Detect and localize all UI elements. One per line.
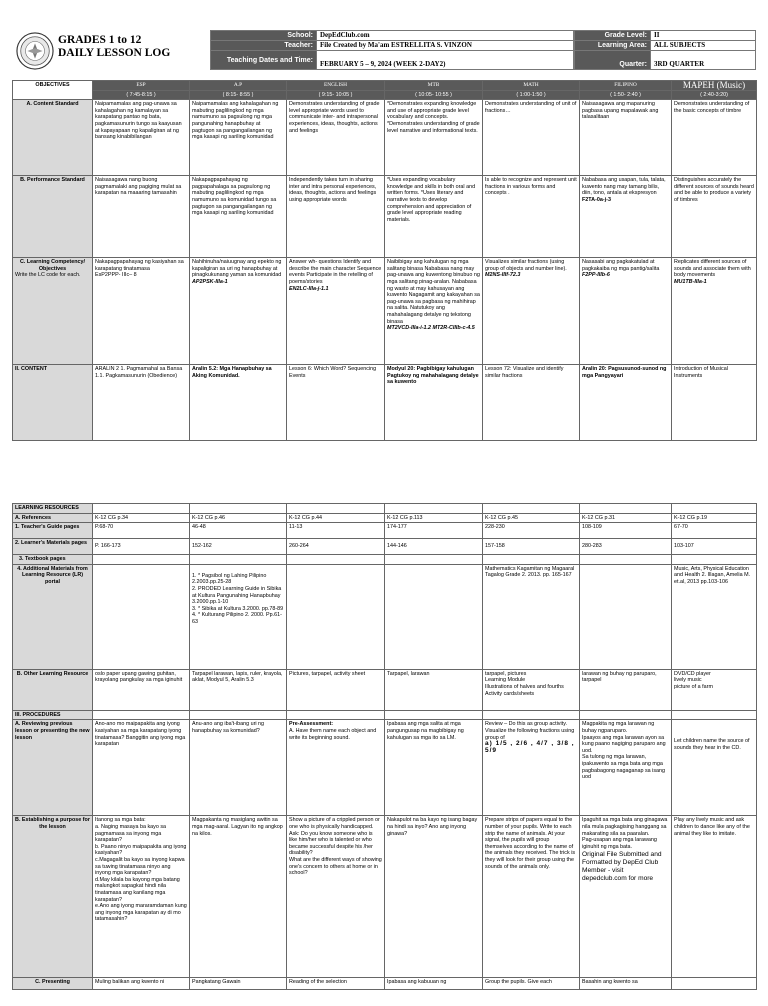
row-establishing (13, 816, 757, 978)
row-label: B. Performance Standard (13, 176, 93, 258)
time-ap: ( 8:15- 8:55 ) (190, 90, 287, 100)
cell: Tarpapel larawan, lapis, ruler, krayola, aklat, Modyul 5, Aralin 5.3 (190, 669, 287, 710)
row-label: A. References (13, 513, 93, 523)
row-label: II. CONTENT (13, 365, 93, 441)
cell: Demonstrates understanding of unit of fractions… (483, 100, 580, 176)
cell: Naisasagawa nang buong pagmamalaki ang pagiging mulat sa karapatan na maaaring tamasahin (93, 176, 190, 258)
time-english: ( 9:15- 10:05 ) (287, 90, 385, 100)
cell: oslo paper upang gawing guhitan, krayolang pangkulay sa mga iginuhit (93, 669, 190, 710)
cell: 280-283 (580, 539, 672, 555)
cell: Reading of the selection (287, 978, 385, 990)
cell: K-12 CG p.113 (385, 513, 483, 523)
cell: Pangkatang Gawain (190, 978, 287, 990)
cell: Nababasa ang usapan, tula, talata, kuwento nang may tamang bilis, diin, tono, antala at ekspresyon F2TA-0a-j-3 (580, 176, 672, 258)
cell: Magpakanta ng masiglang awitin sa mga mag-aaral. Lagyan ito ng angkop na kilos. (190, 816, 287, 978)
objectives-label: OBJECTIVES (13, 81, 93, 100)
lc-code: M2NS-IIIf-72.3 (485, 272, 521, 279)
subject-filipino: FILIPINO (580, 81, 672, 91)
cell: tarpapel, pictures Learning Module Illustrations of halves and fourths Activity cards/sheets (483, 669, 580, 710)
cell (672, 978, 757, 990)
row-label: B. Establishing a purpose for the lesson (13, 816, 93, 978)
cell: Basahin ang kwento sa (580, 978, 672, 990)
cell: 46-48 (190, 523, 287, 539)
school-value: DepEdClub.com (317, 31, 574, 41)
promo-note: Original File Submitted and Formatted by DepEd Club Member - visit depedclub.com for more (582, 851, 662, 883)
subject-mtb: MTB (385, 81, 483, 91)
cell: Nakapulot na ba kayo ng isang bagay na hindi sa inyo? Ano ang inyong ginawa? (385, 816, 483, 978)
cell: 1. * Pagsibol ng Lahing Pilipino 2.2003.pp.25-28 2. PRODED Learning Guide in Sibika at Kultura Pangunahing Hanapbuhay 3.2000.pp.1-10 3. * Sibika at Kultura 3.2000. pp.78-89 4. * Kulturang Pilipino 2. 2000. Pp.61-63 (190, 564, 287, 669)
cell: Tarpapel, larawan (385, 669, 483, 710)
row-textbook (13, 555, 757, 565)
cell: larawan ng buhay ng paruparo, tarpapel (580, 669, 672, 710)
row-content (13, 365, 757, 441)
cell: Answer wh- questions Identify and describe the main character Sequence events Participate in the retelling of poems/stories EN2LC-IIIa-j-1.1 (287, 258, 385, 365)
cell: Naisasagawa ang mapanuring pagbasa upang mapalawak ang talasalitaan (580, 100, 672, 176)
teacher-value: File Created by Ma'am ESTRELLITA S. VINZON (317, 41, 574, 51)
cell: Prepare strips of papers equal to the number of your pupils. Write to each strip the name of animals. At your signal, the pupils will group themselves according to the name of the animals they received. The trick is they will look for their group using the sounds of the animals only. (483, 816, 580, 978)
time-esp: ( 7:45-8:15 ) (93, 90, 190, 100)
cell: Nahihinuha/naiuugnay ang epekto ng kapaligiran sa uri ng hanapbuhay at pinagkukunang yaman sa komunidad AP2PSK-IIIa-1 (190, 258, 287, 365)
document-title: GRADES 1 to 12 DAILY LESSON LOG (58, 34, 171, 59)
row-label: 3. Textbook pages (13, 555, 93, 565)
row-label: 1. Teacher's Guide pages (13, 523, 93, 539)
time-mtb: ( 10:05- 10:55 ) (385, 90, 483, 100)
time-mapeh: ( 2:40-3:20) (672, 90, 757, 100)
cell: Magpakita ng mga larawan ng buhay ngparuparo. Ipaayos ang mga larawan ayon sa kung paano nagiging paruparo ang uod. Sa tulong ng mga larawan, ipakuwento sa mga bata ang mga pagbabagong nagaganap sa isang uod (580, 720, 672, 816)
lc-code: F2TA-0a-j-3 (582, 196, 611, 203)
cell: Ano-ano mo maipapakita ang iyong kasiyahan sa mga karapatang iyong tinatamasa? Banggitin ang iyong mga karapatan (93, 720, 190, 816)
cell: Aralin 20: Pagsusunod-sunod ng mga Pangyayari (580, 365, 672, 441)
subject-mapeh: MAPEH (Music) (672, 81, 757, 91)
cell: Independently takes turn in sharing inter and intra personal experiences, ideas, thoughts, actions and feelings using appropriate words (287, 176, 385, 258)
cell: Demonstrates understanding of the basic concepts of timbre (672, 100, 757, 176)
row-performance-standard (13, 176, 757, 258)
row-label: 2. Learner's Materials pages (13, 539, 93, 555)
row-additional-materials (13, 564, 757, 669)
cell (287, 564, 385, 669)
header-info-right: Grade Level: II Learning Area: ALL SUBJECTS Quarter: 3RD QUARTER (574, 30, 756, 70)
row-label: A. Content Standard (13, 100, 93, 176)
time-filipino: ( 1:50- 2:40 ) (580, 90, 672, 100)
deped-seal-icon (16, 32, 54, 70)
cell: 228-230 (483, 523, 580, 539)
row-label: C. Presenting (13, 978, 93, 990)
cell: Let children name the source of sounds they hear in the CD. (672, 720, 757, 816)
cell: 152-162 (190, 539, 287, 555)
subject-ap: A.P (190, 81, 287, 91)
cell (93, 564, 190, 669)
cell: Pre-Assessment: A. Have them name each object and write its beginning sound. (287, 720, 385, 816)
cell: Distinguishes accurately the different sources of sounds heard and be able to produce a variety of timbres (672, 176, 757, 258)
fractions-list: a) 1/5 , 2/6 , 4/7 , 3/8 , 5/9 (485, 740, 575, 754)
cell: K-12 CG p.44 (287, 513, 385, 523)
lc-code: F2PP-IIIb-6 (582, 272, 610, 279)
cell: Modyul 20: Pagbibigay kahulugan Pagtukoy ng mahahalagang detalye sa kuwento (385, 365, 483, 441)
cell: Naipamamalas ang kahalagahan ng mabuting paglilingkod ng mga namumuno sa pagsulong ng mga pangunahing hanapbuhay at pagtugon sa pangangailangan ng mga kasapi ng sariling komunidad (190, 100, 287, 176)
row-teachers-guide (13, 523, 757, 539)
cell: Introduction of Musical Instruments (672, 365, 757, 441)
resources-procedures-table (12, 503, 757, 990)
cell: Replicates different sources of sounds and associate them with body movements MU1TB-IIIa-1 (672, 258, 757, 365)
cell: Play any lively music and ask children to dance like any of the animal they like to imitate. (672, 816, 757, 978)
lc-code: EsP2PPP- IIIc– 8 (95, 272, 137, 279)
cell: Muling balikan ang kwento ni (93, 978, 190, 990)
cell: P. 166-173 (93, 539, 190, 555)
row-reviewing (13, 720, 757, 816)
row-other-resources (13, 669, 757, 710)
subject-esp: ESP (93, 81, 190, 91)
cell: P.68-70 (93, 523, 190, 539)
cell: Itanong sa mga bata: a. Naging masaya ba kayo sa pagmamasa sa inyong mga karapatan? b. Paano ninyo maipapakita ang iyong kasiyahan? c.Magagalit ba kayo sa inyong kapwa sa tuwing tinatamasa ninyo ang inyong mga karapatan? d.May kilala ba kayong mga batang malungkot sapagkat hindi nila tinatamasa ang kanilang mga karapatan? e.Ano ang iyong mararamdaman kung ang inyong mga karapatan ay di mo tatamasahin? (93, 816, 190, 978)
cell: Review – Do this as group activity. Visualize the following fractions using group of a) 1/5 , 2/6 , 4/7 , 3/8 , 5/9 (483, 720, 580, 816)
cell: Naibibigay ang kahulugan ng mga salitang binasa Nababasa nang may pag-unawa ang kuwentong binubuo ng mga salitang pinag-aralan. Nababasa ng wasto at may kahusayan ang kuwento Nagagamit ang kakayahan sa pag-unawa sa pagbasa ng mahihirap na salita. Natutukoy ang mahahalagang detalye ng tekstong binasa MT2VCD-IIIa-i-1.2 MT2R-CIIIb-c-4.5 (385, 258, 483, 365)
grade-value: II (651, 31, 756, 41)
header-info-left: School: DepEdClub.com Teacher: File Created by Ma'am ESTRELLITA S. VINZON Teaching Dates and Time: FEBRUARY 5 – 9, 2024 (WEEK 2-DAY2) (210, 30, 574, 70)
time-math: ( 1:00-1:50 ) (483, 90, 580, 100)
cell: K-12 CG p.34 (93, 513, 190, 523)
cell: Music, Arts, Physical Education and Health 2. Illagan, Amelia M. et.al, 2013 pp.103-106 (672, 564, 757, 669)
cell: K-12 CG p.31 (580, 513, 672, 523)
row-label: C. Learning Competency/ Objectives Write the LC code for each. (13, 258, 93, 365)
row-competency (13, 258, 757, 365)
dates-value: FEBRUARY 5 – 9, 2024 (WEEK 2-DAY2) (317, 51, 574, 70)
row-label: B. Other Learning Resource (13, 669, 93, 710)
cell: 157-158 (483, 539, 580, 555)
cell: Aralin 5.2: Mga Hanapbuhay sa Aking Komunidad. (190, 365, 287, 441)
section-label: III. PROCEDURES (13, 710, 93, 720)
lc-code: MT2VCD-IIIa-i-1.2 MT2R-CIIIb-c-4.5 (387, 325, 475, 332)
row-references (13, 513, 757, 523)
row-content-standard (13, 100, 757, 176)
row-presenting (13, 978, 757, 990)
cell: Is able to recognize and represent unit fractions in various forms and concepts . (483, 176, 580, 258)
area-value: ALL SUBJECTS (651, 41, 756, 51)
cell: Lesson 72: Visualize and identify similar fractions (483, 365, 580, 441)
lc-code: EN2LC-IIIa-j-1.1 (289, 285, 329, 292)
cell: Pictures, tarpapel, activity sheet (287, 669, 385, 710)
cell: Demonstrates understanding of grade level appropriate words used to communicate inter- and intrapersonal experiences, ideas, thoughts, actions and feelings (287, 100, 385, 176)
objectives-table (12, 80, 757, 441)
cell: DVD/CD player lively music picture of a farm (672, 669, 757, 710)
cell: K-12 CG p.45 (483, 513, 580, 523)
cell: Ipabasa ang mga salita at mga pangungusap na magbibigay ng kahulugan sa mga ito sa LM. (385, 720, 483, 816)
cell: Mathematics Kagamitan ng Magaaral Tagalog Grade 2. 2013. pp. 165-167 (483, 564, 580, 669)
row-label: 4. Additional Materials from Learning Resource (LR) portal (13, 564, 93, 669)
row-learning-resources (13, 504, 757, 514)
cell: 11-13 (287, 523, 385, 539)
cell: K-12 CG p.46 (190, 513, 287, 523)
cell: Ipabasa ang kabuuan ng (385, 978, 483, 990)
cell (385, 564, 483, 669)
cell: 67-70 (672, 523, 757, 539)
cell: K-12 CG p.19 (672, 513, 757, 523)
subject-english: ENGLISH (287, 81, 385, 91)
lc-code: AP2PSK-IIIa-1 (192, 278, 228, 285)
cell: 174-177 (385, 523, 483, 539)
row-procedures (13, 710, 757, 720)
cell: Naipamamalas ang pag-unawa sa kahalagahan ng kamalayan sa karapatang pantao ng bata, pagkamasunurin tungo sa kaayusan at kapayapaan ng kapaligiran at ng bansang kinabibilangan (93, 100, 190, 176)
cell (580, 564, 672, 669)
cell: Nakapagpapahayag ng kasiyahan sa karapatang tinatamasa EsP2PPP- IIIc– 8 (93, 258, 190, 365)
cell: Group the pupils. Give each (483, 978, 580, 990)
cell: ARALIN 2 1. Pagmamahal sa Bansa 1.1. Pagkamasunurin (Obedience) (93, 365, 190, 441)
cell: 144-146 (385, 539, 483, 555)
section-label: LEARNING RESOURCES (13, 504, 93, 514)
cell: 260-264 (287, 539, 385, 555)
lc-code: MU1TB-IIIa-1 (674, 278, 707, 285)
cell: 103-107 (672, 539, 757, 555)
cell: Nasasabi ang pagkakatulad at pagkakaiba ng mga pantig/salita F2PP-IIIb-6 (580, 258, 672, 365)
header (14, 30, 756, 70)
cell: Lesson 6: Which Word? Sequencing Events (287, 365, 385, 441)
cell: *Demonstrates expanding knowledge and use of appropriate grade level vocabulary and concepts. *Demonstrates understanding of grade level narrative and informational texts. (385, 100, 483, 176)
cell: Show a picture of a crippled person or one who is physically handicapped. Ask: Do you know someone who is like him/her who is talented or who became successful despite his /her disability? What are the different ways of showing one's concern to others at home or in school? (287, 816, 385, 978)
cell: *Uses expanding vocabulary knowledge and skills in both oral and written forms. *Uses literary and narrative texts to develop comprehension and appreciation of grade level appropriate reading materials. (385, 176, 483, 258)
subject-math: MATH (483, 81, 580, 91)
quarter-value: 3RD QUARTER (651, 51, 756, 70)
cell: 108-109 (580, 523, 672, 539)
cell: Nakapagpapahayag ng pagpapahalaga sa pagsulong ng mabuting paglilingkod ng mga namumuno sa komunidad tungo sa pagtugon sa pangangailangan ng mga kasapi ng sariling komunidad (190, 176, 287, 258)
cell: Ipaguhit sa mga bata ang ginagawa nila mula pagkagising hanggang sa makarating sila sa paaralan. Pag-usapan ang mga larawang iginuhit ng mga bata. Original File Submitted and Formatted by DepEd Club Member - visit depedclub.com for more (580, 816, 672, 978)
cell: Anu-ano ang iba't-ibang uri ng hanapbuhay sa komunidad? (190, 720, 287, 816)
cell: Visualizes similar fractions (using group of objects and number line). M2NS-IIIf-72.3 (483, 258, 580, 365)
row-label: A. Reviewing previous lesson or presenting the new lesson (13, 720, 93, 816)
row-learners-materials (13, 539, 757, 555)
